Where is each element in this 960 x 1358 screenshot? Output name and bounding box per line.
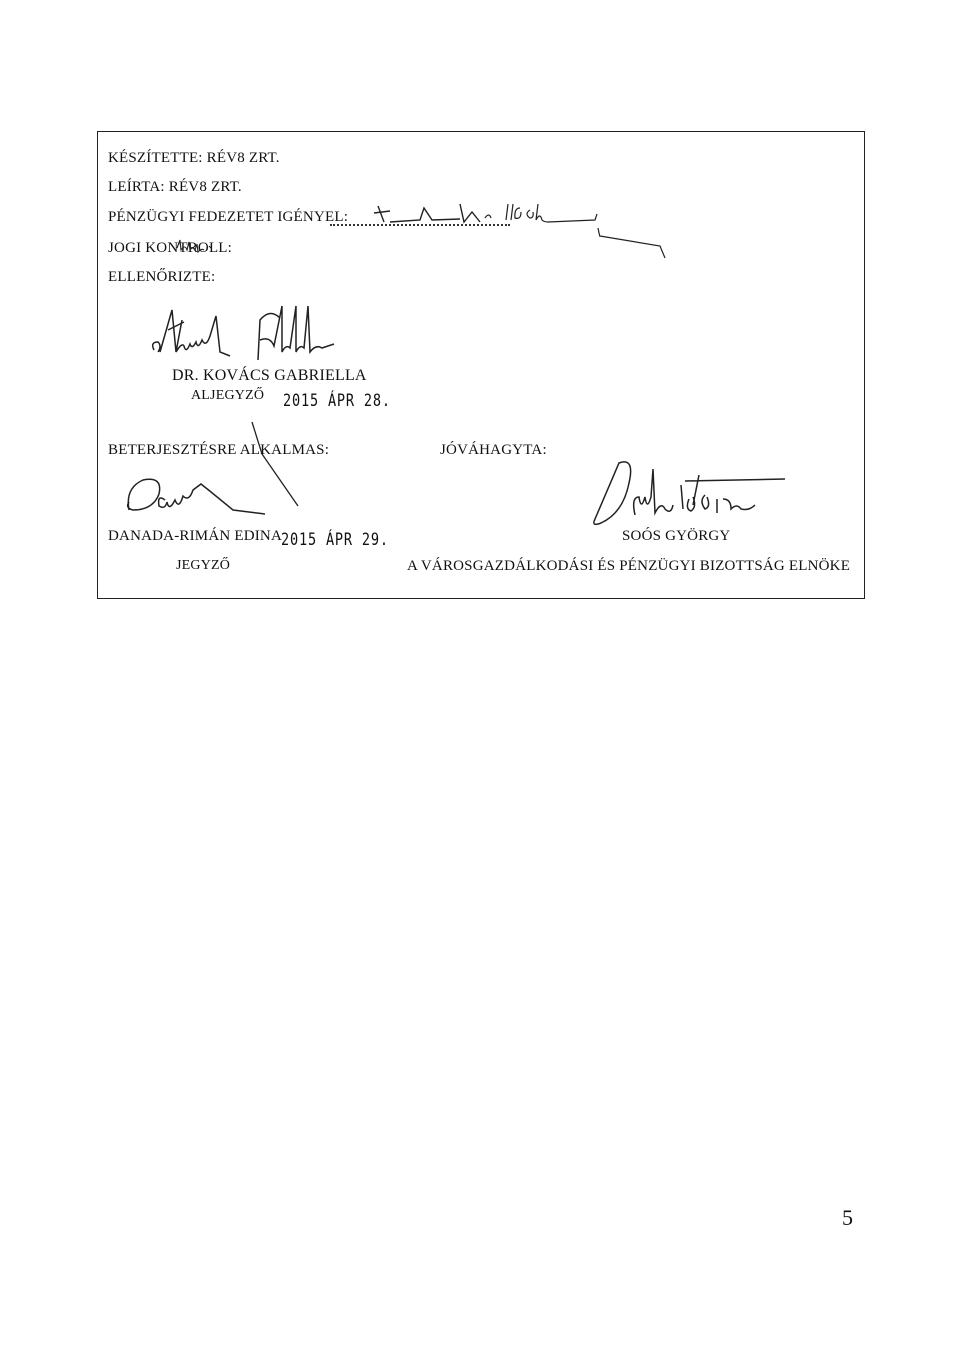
- handwritten-note-signature: [360, 196, 640, 266]
- page-number: 5: [842, 1205, 853, 1230]
- aljegyzo-signature: [150, 300, 350, 370]
- legal-control: JOGI KONTROLL:: [108, 240, 233, 256]
- approved-label: JÓVÁHAGYTA:: [440, 442, 547, 458]
- chairman-name: SOÓS GYÖRGY: [622, 528, 731, 544]
- jegyzo-signature: [125, 470, 305, 530]
- chairman-title: A VÁROSGAZDÁLKODÁSI ÉS PÉNZÜGYI BIZOTTSÁG ELNÖKE: [407, 558, 851, 574]
- prepared-by: KÉSZÍTETTE: RÉV8 ZRT.: [108, 150, 280, 166]
- jegyzo-name: DANADA-RIMÁN EDINA: [108, 528, 282, 544]
- jegyzo-title: JEGYZŐ: [176, 558, 231, 573]
- aljegyzo-name: DR. KOVÁCS GABRIELLA: [172, 367, 367, 384]
- jegyzo-date-stamp: 2015 ÁPR 29.: [281, 530, 389, 550]
- chairman-signature: [585, 455, 795, 535]
- financial-coverage: PÉNZÜGYI FEDEZETET IGÉNYEL:: [108, 209, 349, 225]
- submission-label: BETERJESZTÉSRE ALKALMAS:: [108, 442, 330, 458]
- aljegyzo-title: ALJEGYZŐ: [191, 388, 265, 403]
- checked-by: ELLENŐRIZTE:: [108, 269, 216, 285]
- initials-signature: [175, 236, 235, 256]
- aljegyzo-date-stamp: 2015 ÁPR 28.: [283, 391, 391, 411]
- written-by: LEÍRTA: RÉV8 ZRT.: [108, 179, 242, 195]
